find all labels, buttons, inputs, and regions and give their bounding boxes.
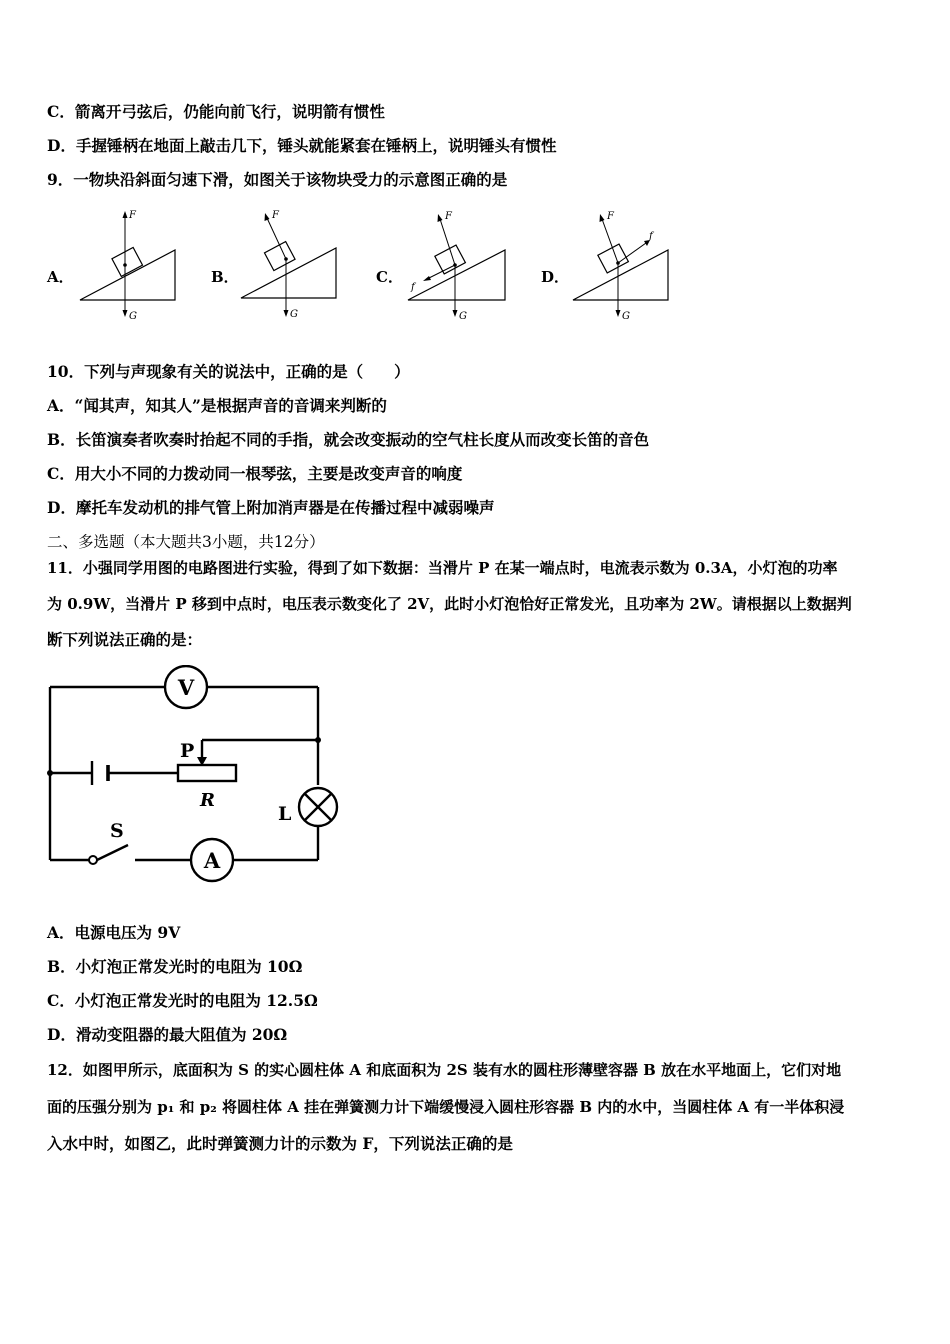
- q11-option-c: C．小灯泡正常发光时的电阻为 12.5Ω: [47, 991, 318, 1010]
- lamp-label-l: L: [278, 803, 292, 825]
- q11-line-3: 断下列说法正确的是：: [47, 630, 203, 649]
- q9-label-b: B．: [211, 268, 239, 286]
- q11-circuit-diagram: [40, 665, 350, 890]
- q9-a-g-label: G: [129, 311, 137, 322]
- q12-line-2: 面的压强分别为 p₁ 和 p₂ 将圆柱体 A 挂在弹簧测力计下端缓慢浸入圆柱形容器 B 内的水中，当圆柱体 A 有一半体积浸: [47, 1098, 845, 1116]
- q10-option-b: B．长笛演奏者吹奏时抬起不同的手指，就会改变振动的空气柱长度从而改变长笛的音色: [47, 430, 650, 449]
- q12-line-3: 入水中时，如图乙，此时弹簧测力计的示数为 F，下列说法正确的是: [47, 1134, 513, 1153]
- q8-option-d: D．手握锤柄在地面上敲击几下，锤头就能紧套在锤柄上，说明锤头有惯性: [47, 136, 557, 155]
- q9-label-a: A．: [47, 268, 74, 286]
- q9-figure-a: [75, 205, 185, 325]
- q12-line-1: 12．如图甲所示，底面积为 S 的实心圆柱体 A 和底面积为 2S 装有水的圆柱形薄壁容器 B 放在水平地面上，它们对地: [47, 1061, 842, 1079]
- q10-option-d: D．摩托车发动机的排气管上附加消声器是在传播过程中减弱噪声: [47, 498, 495, 517]
- q9-a-f-label: F: [129, 210, 136, 221]
- q9-b-f-label: F: [272, 210, 279, 221]
- q11-line-2: 为 0.9W，当滑片 P 移到中点时，电压表示数变化了 2V，此时小灯泡恰好正常发光，且功率为 2W。请根据以上数据判: [47, 595, 852, 613]
- q11-line-1: 11．小强同学用图的电路图进行实验，得到了如下数据：当滑片 P 在某一端点时，电流表示数为 0.3A，小灯泡的功率: [47, 559, 838, 577]
- q9-b-g-label: G: [290, 309, 298, 320]
- ammeter-label: A: [203, 848, 221, 873]
- q10-stem: 10．下列与声现象有关的说法中，正确的是（ ）: [47, 362, 410, 381]
- q9-figure-c: [405, 205, 515, 325]
- q8-option-c: C．箭离开弓弦后，仍能向前飞行，说明箭有惯性: [47, 102, 385, 121]
- q9-d-fric-label: f: [649, 231, 653, 242]
- q9-label-d: D．: [541, 268, 570, 286]
- q9-figure-d: [570, 205, 680, 325]
- switch-label-s: S: [110, 820, 124, 842]
- slider-label-p: P: [180, 740, 195, 762]
- q10-option-a: A．“闻其声，知其人”是根据声音的音调来判断的: [47, 396, 387, 415]
- resistor-label-r: R: [200, 790, 215, 811]
- q9-c-fric-label: f: [411, 282, 415, 293]
- voltmeter-label: V: [177, 675, 195, 700]
- q9-figure-b: [238, 205, 348, 325]
- q11-option-b: B．小灯泡正常发光时的电阻为 10Ω: [47, 957, 303, 976]
- q9-d-g-label: G: [622, 311, 630, 322]
- q10-option-c: C．用大小不同的力拨动同一根琴弦，主要是改变声音的响度: [47, 464, 463, 483]
- q9-stem: 9．一物块沿斜面匀速下滑，如图关于该物块受力的示意图正确的是: [47, 170, 508, 189]
- q9-label-c: C．: [376, 268, 403, 286]
- q11-option-a: A．电源电压为 9V: [47, 923, 181, 942]
- q9-c-f-label: F: [445, 211, 452, 222]
- q9-c-g-label: G: [459, 311, 467, 322]
- q9-d-f-label: F: [607, 211, 614, 222]
- section-2-title: 二、多选题（本大题共3小题，共12分）: [47, 533, 325, 551]
- q11-option-d: D．滑动变阻器的最大阻值为 20Ω: [47, 1025, 288, 1044]
